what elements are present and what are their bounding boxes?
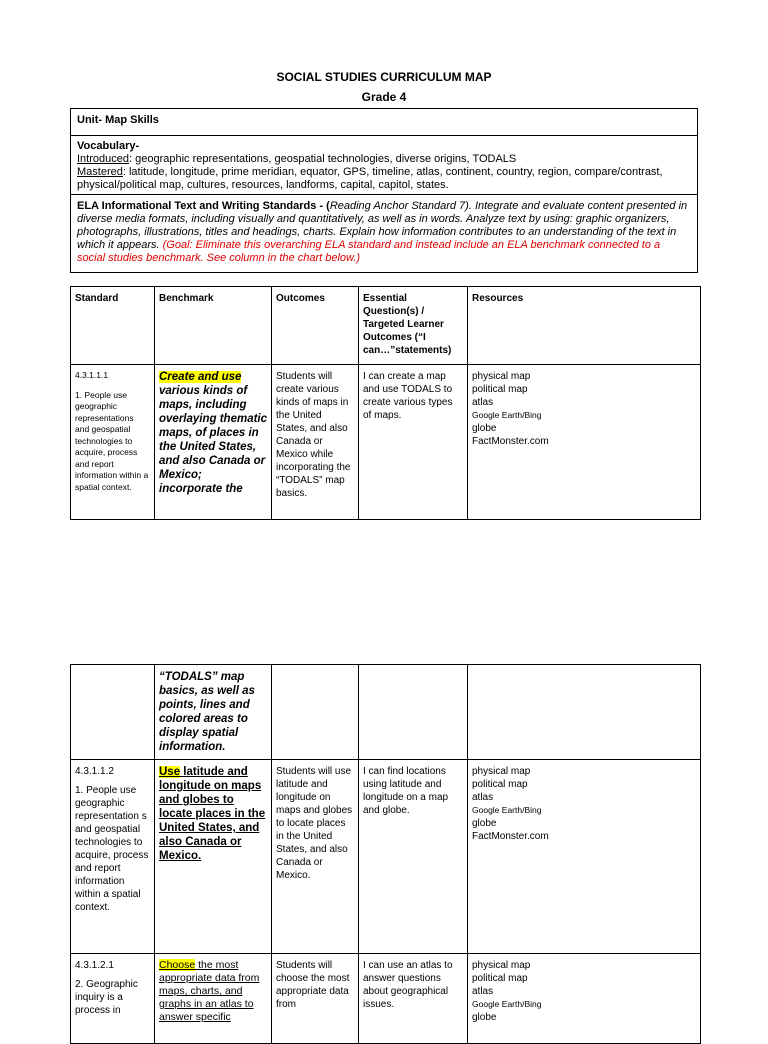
outcomes-cell: Students will use latitude and longitude on maps and globes to locate places in the United States, and also Canada or Mexico. [272,760,359,954]
resources-cell: physical map political map atlas Google Earth/Bing globe FactMonster.com [468,760,701,954]
header-outcomes: Outcomes [272,287,359,365]
outcomes-cell: Students will create various kinds of maps in the United States, and also Canada or Mexico while incorporating the “TODALS” map basics. [272,365,359,520]
benchmark-cell: Use latitude and longitude on maps and globes to locate places in the United States, and also Canada or Mexico. [155,760,272,954]
outcomes-cell: Students will choose the most appropriate data from [272,954,359,1044]
resources-cell: physical map political map atlas Google Earth/Bing globe FactMonster.com [468,365,701,520]
benchmark-cell: Create and use various kinds of maps, including overlaying thematic maps, of places in the United States, and also Canada or Mexico; incorporate the [155,365,272,520]
essential-cell: I can find locations using latitude and longitude on a map and globe. [359,760,468,954]
benchmark-cell: Choose the most appropriate data from maps, charts, and graphs in an atlas to answer specific [155,954,272,1044]
essential-cell [359,665,468,760]
essential-cell: I can use an atlas to answer questions about geographical issues. [359,954,468,1044]
vocabulary-section [71,136,697,194]
header-essential-questions: Essential Question(s) / Targeted Learner Outcomes (“I can…”statements) [359,287,468,365]
standard-code: 4.3.1.1.2 [75,766,114,777]
curriculum-table-part2 [70,664,701,1044]
standard-text: 2. Geographic inquiry is a process in [75,979,138,1016]
resources-cell [468,665,701,760]
ela-heading: ELA Informational Text and Writing Standards - ( [77,200,330,212]
table-header-row [71,287,701,365]
header-standard: Standard [71,287,155,365]
vocabulary-introduced: Introduced: geographic representations, geospatial technologies, diverse origins, TODALS [77,153,517,165]
benchmark-cell: “TODALS” map basics, as well as points, lines and colored areas to display spatial information. [155,665,272,760]
standard-cell [71,954,155,1044]
essential-cell: I can create a map and use TODALS to create various types of maps. [359,365,468,520]
standard-cell [71,365,155,520]
ela-body: Reading Anchor Standard 7). Integrate and evaluate content presented in diverse media formats, including visually and quantitatively, as well as in words. Analyze text by using: graphic organizers, photographs, illustrations, titles and headings, charts. Explain how information contributes to an understanding of the text in which it appears. [77,200,688,251]
standard-code: 4.3.1.2.1 [75,960,114,971]
unit-label: Unit- Map Skills [77,114,159,126]
table-row [71,760,701,954]
standard-text: 1. People use geographic representations and geospatial technologies to acquire, process and report information within a spatial context. [75,389,149,492]
standard-code: 4.3.1.1.1 [75,370,109,380]
table-row [71,665,701,760]
unit-info-box [70,108,698,273]
document-title: SOCIAL STUDIES CURRICULUM MAP [276,70,492,84]
table-row [71,365,701,520]
ela-goal-note: (Goal: Eliminate this overarching ELA standard and instead include an ELA benchmark connected to a social studies benchmark. See column in the chart below.) [77,239,661,264]
vocabulary-mastered: Mastered: latitude, longitude, prime meridian, equator, GPS, timeline, atlas, continent, country, region, compare/contrast, physical/political map, cultures, resources, landforms, capital, capitol, states. [77,166,663,191]
vocabulary-heading: Vocabulary- [77,140,140,152]
grade-title: Grade 4 [361,90,407,104]
resources-cell: physical map political map atlas Google Earth/Bing globe [468,954,701,1044]
header-benchmark: Benchmark [155,287,272,365]
ela-standards-section [71,195,697,272]
outcomes-cell [272,665,359,760]
table-row [71,954,701,1044]
standard-text: 1. People use geographic representation s and geospatial technologies to acquire, process and report information within a spatial context. [75,785,149,913]
standard-cell [71,760,155,954]
standard-cell [71,665,155,760]
header-resources: Resources [468,287,701,365]
curriculum-table-part1 [70,286,701,520]
